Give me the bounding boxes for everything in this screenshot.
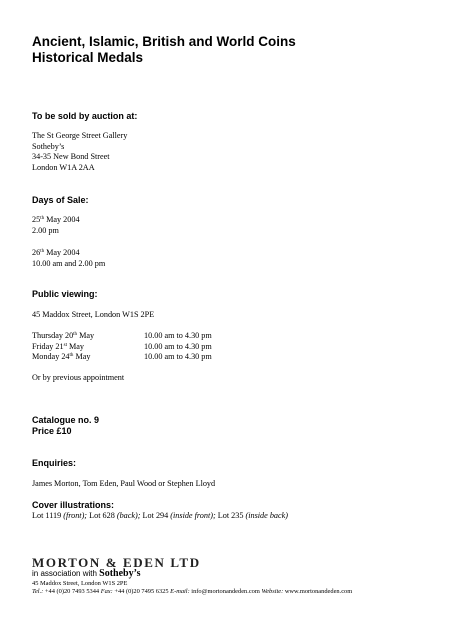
viewing-row-day: Thursday 20th May: [32, 331, 95, 340]
sale-day-2: 26th May 2004: [32, 248, 80, 257]
days-heading: Days of Sale:: [32, 195, 89, 205]
viewing-address: 45 Maddox Street, London W1S 2PE: [32, 310, 155, 319]
footer-contacts: Tel.: +44 (0)20 7493 5344 Fax: +44 (0)20 7495 6325 E-mail: info@mortonandeden.com Website: www.mortonandeden.com: [32, 588, 353, 595]
cover-lots: Lot 1119 (front); Lot 628 (back); Lot 294 (inside front); Lot 235 (inside back): [32, 511, 288, 520]
catalogue-price: Price £10: [32, 426, 72, 436]
sale-day-2-time: 10.00 am and 2.00 pm: [32, 258, 106, 268]
venue-line-3: 34-35 New Bond Street: [32, 152, 110, 161]
enquiries-names: James Morton, Tom Eden, Paul Wood or Stephen Lloyd: [32, 479, 216, 488]
title-line-2: Historical Medals: [32, 50, 144, 65]
viewing-note: Or by previous appointment: [32, 373, 125, 382]
viewing-row-day: Friday 21st May: [32, 341, 85, 351]
enquiries-heading: Enquiries:: [32, 458, 77, 468]
footer-address: 45 Maddox Street, London W1S 2PE: [32, 580, 128, 587]
title-line-1: Ancient, Islamic, British and World Coins: [32, 34, 296, 49]
viewing-row-time: 10.00 am to 4.30 pm: [144, 352, 212, 361]
viewing-row-time: 10.00 am to 4.30 pm: [144, 331, 212, 340]
company-logo: MORTON & EDEN LTD: [32, 555, 201, 570]
venue-line-2: Sotheby’s: [32, 141, 65, 151]
sale-day-1: 25th May 2004: [32, 215, 80, 224]
venue-line-4: London W1A 2AA: [32, 162, 95, 172]
viewing-heading: Public viewing:: [32, 289, 98, 299]
viewing-row-time: 10.00 am to 4.30 pm: [144, 341, 212, 351]
association-line: in association with Sotheby’s: [32, 568, 141, 579]
venue-line-1: The St George Street Gallery: [32, 131, 128, 140]
cover-heading: Cover illustrations:: [32, 500, 115, 510]
sale-day-1-time: 2.00 pm: [32, 225, 59, 235]
partner-logo: Sotheby’s: [99, 568, 141, 579]
catalogue-number: Catalogue no. 9: [32, 415, 100, 425]
viewing-row-day: Monday 24th May: [32, 352, 91, 361]
venue-heading: To be sold by auction at:: [32, 111, 138, 121]
